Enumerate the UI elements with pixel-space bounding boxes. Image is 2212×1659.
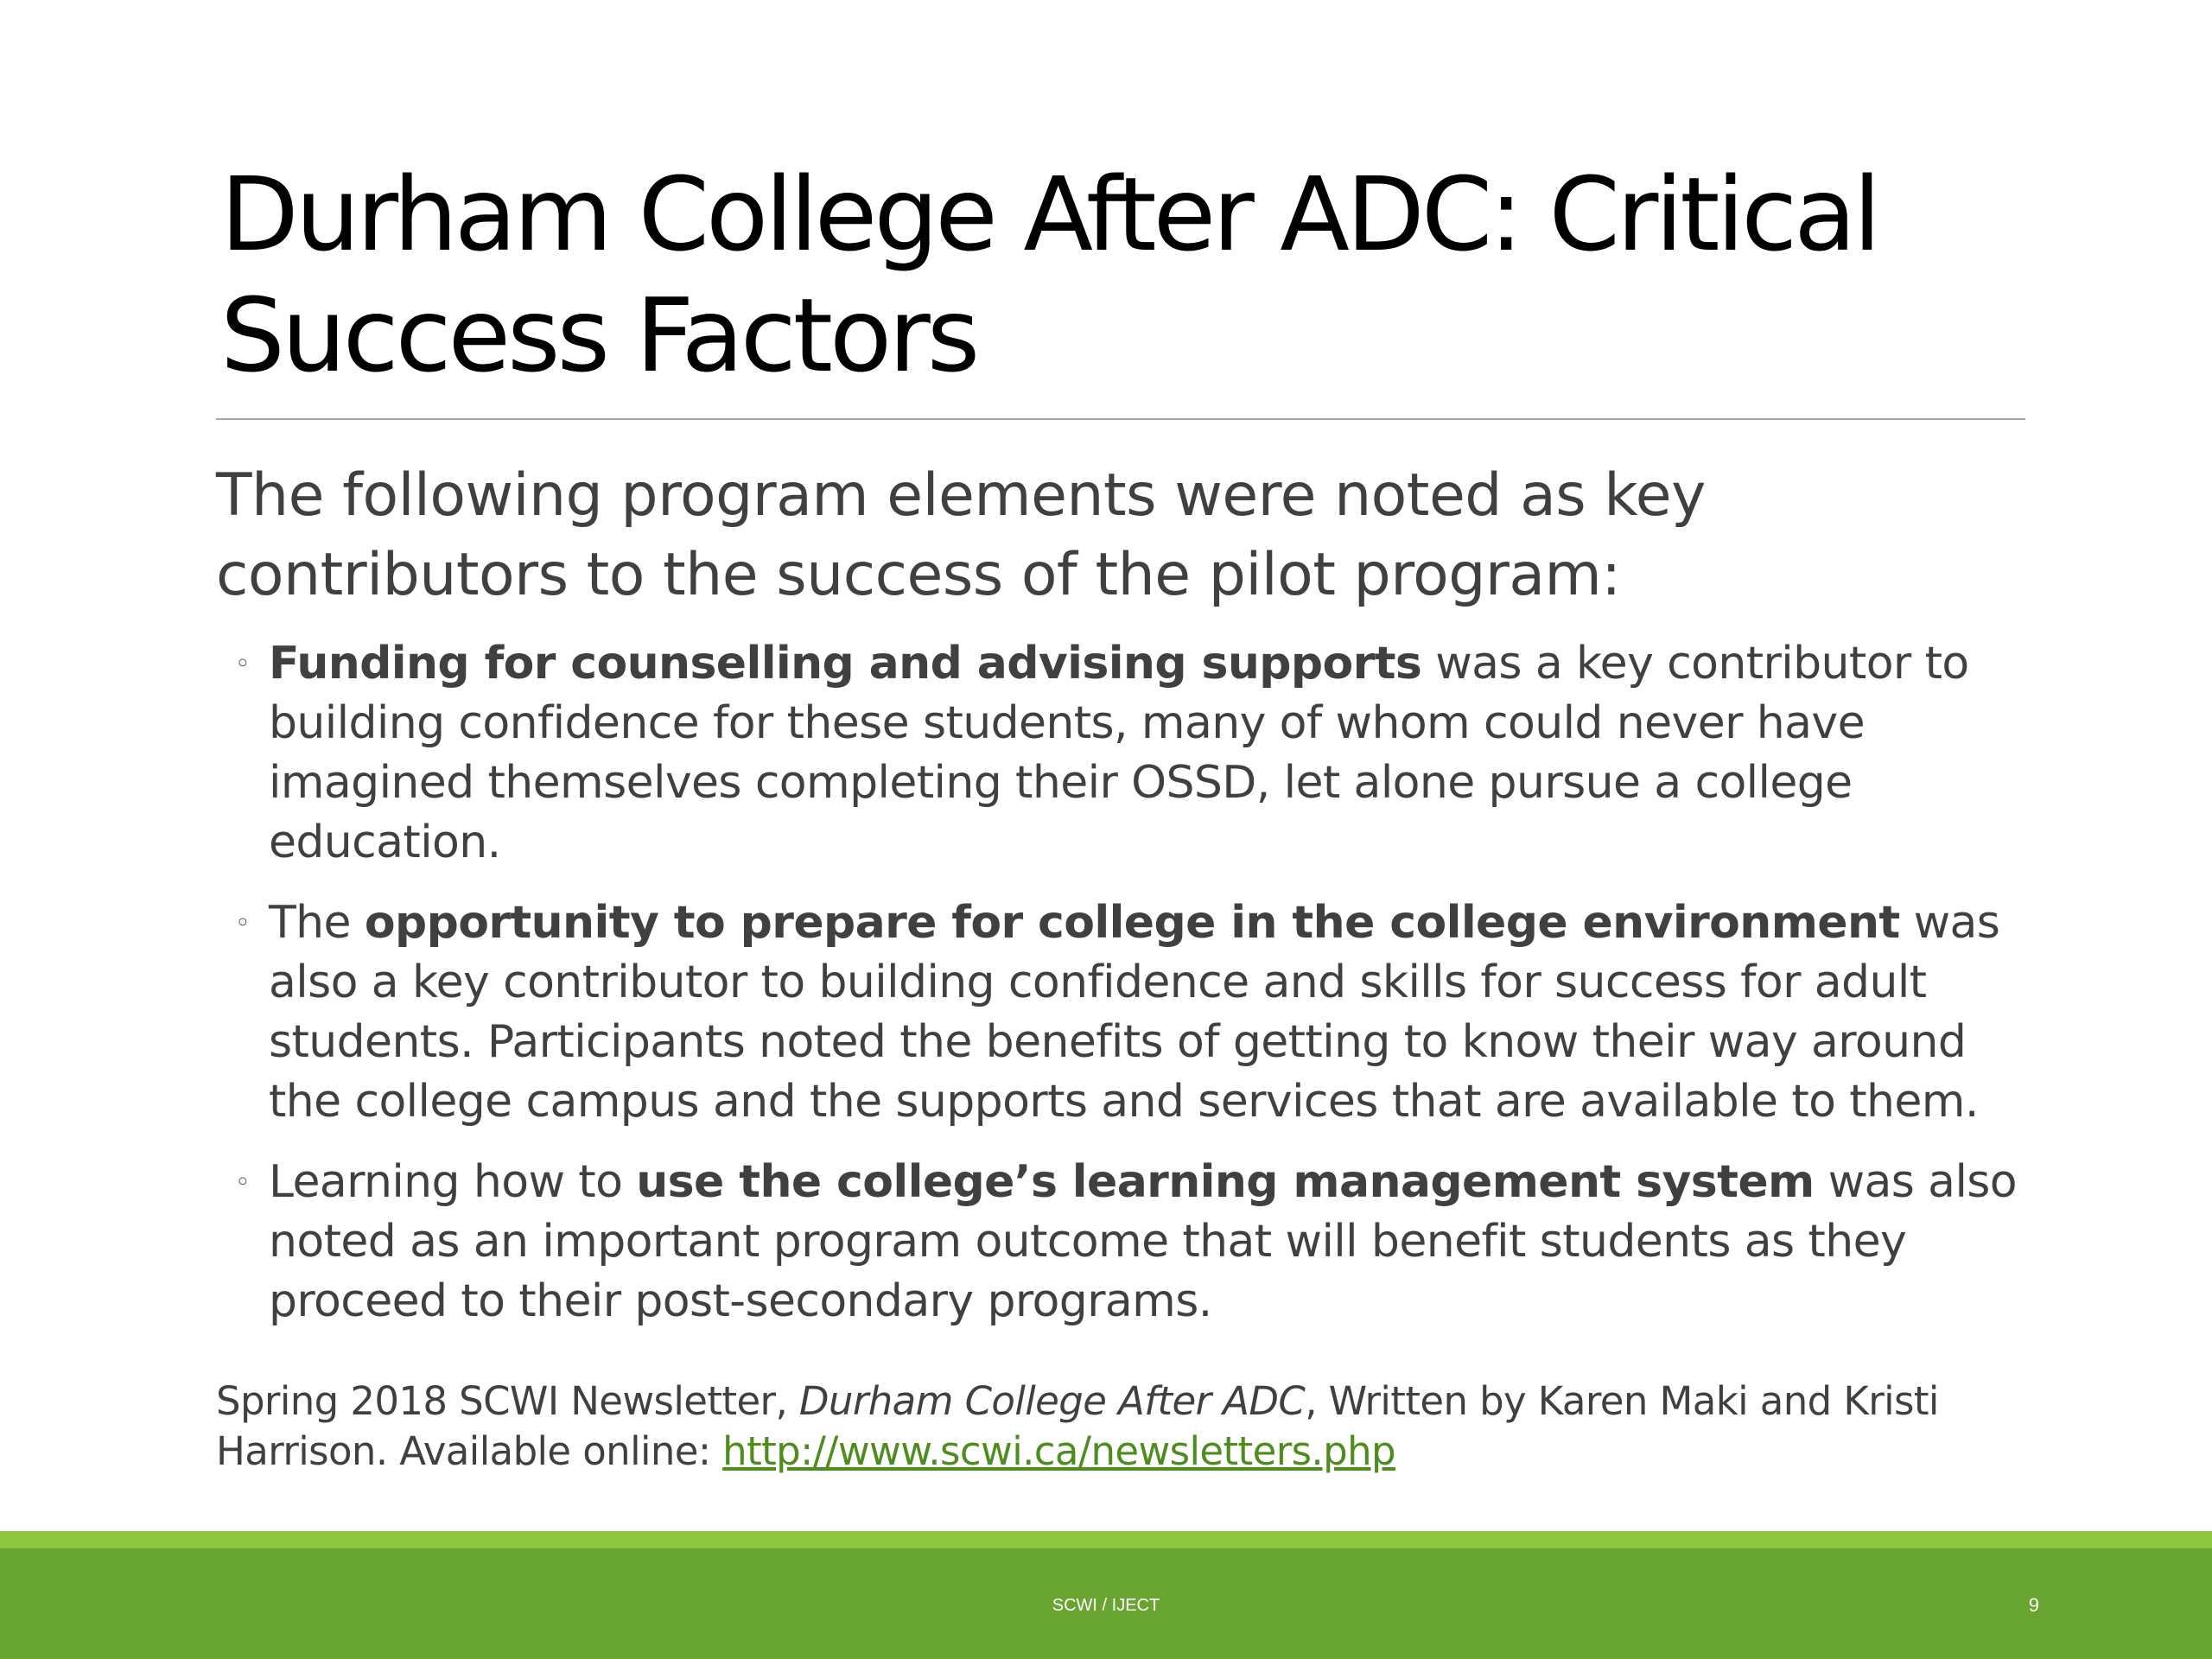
list-item: [216, 893, 2031, 1132]
list-item: [216, 1153, 2031, 1332]
bullet-circle-icon: ◦: [235, 649, 251, 679]
source-text-mid: , Written by Karen Maki and Kristi Harrison. Available online:: [216, 1378, 1939, 1474]
intro-text: The following program elements were noted as key contributors to the success of the pilot program:: [216, 461, 1706, 609]
source-citation: [216, 1376, 2031, 1477]
footer-text: SCWI / IJECT: [1052, 1596, 1160, 1615]
bullet-text-bold: opportunity to prepare for college in the college environment: [364, 897, 1900, 949]
list-item: [216, 634, 2031, 873]
bullet-list: [216, 634, 2031, 1332]
slide-content: [216, 456, 2031, 1477]
source-text-pre: Spring 2018 SCWI Newsletter,: [216, 1378, 799, 1424]
bullet-text-bold: use the college’s learning management system: [636, 1156, 1815, 1208]
footer-accent-stripe: [0, 1531, 2212, 1548]
bullet-text-post: was also noted as an important program outcome that will benefit students as they proceed to their post-secondary programs.: [269, 1156, 2018, 1327]
bullet-text-pre: Learning how to: [269, 1156, 637, 1208]
source-article-title: Durham College After ADC: [798, 1378, 1306, 1424]
title-divider: [216, 418, 2025, 420]
bullet-text-post: was a key contributor to building confidence for these students, many of whom could never have imagined themselves completing their OSSD, let alone pursue a college education.: [269, 638, 1969, 868]
bullet-text-pre: The: [269, 897, 365, 949]
slide-title: Durham College After ADC: Critical Success Factors: [220, 155, 1878, 395]
page-number: 9: [2028, 1594, 2039, 1616]
bullet-circle-icon: ◦: [235, 1167, 251, 1198]
bullet-text-bold: Funding for counselling and advising supports: [269, 638, 1422, 690]
bullet-text-post: was also a key contributor to building confidence and skills for success for adult students. Participants noted the benefits of getting to know their way around the college campus and the supports and services that are available to them.: [269, 897, 2000, 1128]
newsletter-link[interactable]: http://www.scwi.ca/newsletters.php: [722, 1428, 1395, 1474]
bullet-circle-icon: ◦: [235, 908, 251, 938]
